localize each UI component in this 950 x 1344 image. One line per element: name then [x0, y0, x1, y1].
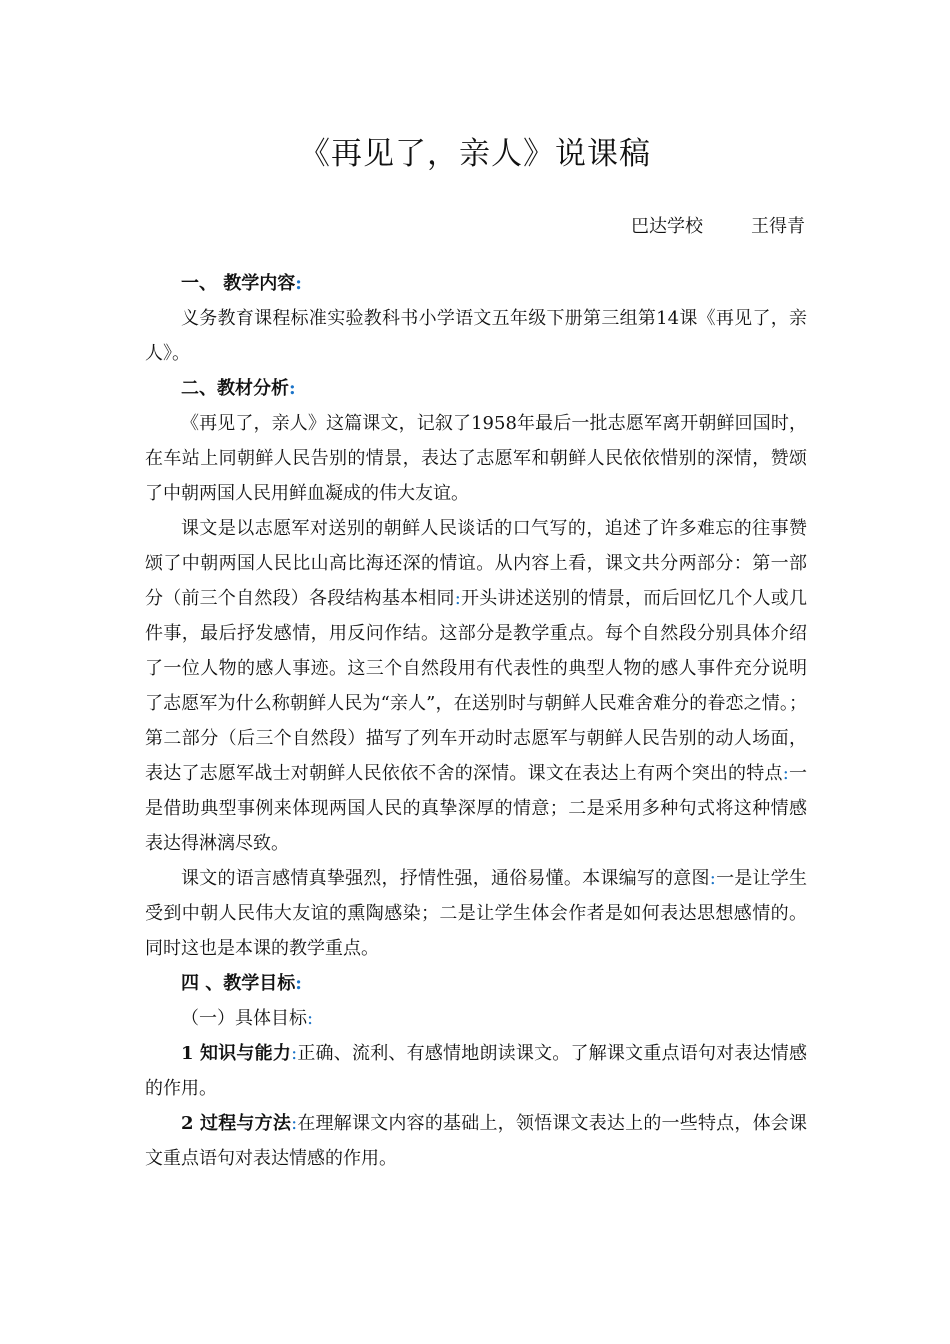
goal-knowledge-label: 1 知识与能力 — [181, 1043, 292, 1064]
author-name: 王得青 — [751, 216, 805, 237]
heading-colon: : — [295, 273, 302, 294]
section-heading-4 — [145, 966, 807, 1001]
subsection-heading-text: （一）具体目标 — [181, 1008, 307, 1029]
inline-colon: : — [709, 868, 716, 889]
paragraph-analysis-3 — [145, 861, 807, 966]
document-body — [145, 266, 807, 1176]
paragraph-teaching-content: 义务教育课程标准实验教科书小学语文五年级下册第三组第14课《再见了，亲人》。 — [145, 308, 807, 364]
section-heading-2-text: 二、教材分析 — [181, 378, 289, 399]
goal-knowledge — [145, 1036, 807, 1106]
section-heading-2 — [145, 371, 807, 406]
inline-colon: : — [454, 588, 461, 609]
section-heading-4-text: 四 、教学目标 — [181, 973, 296, 994]
paragraph-analysis-2-part-b: 开头讲述送别的情景，而后回忆几个人或几件事，最后抒发感情，用反问作结。这部分是教学重点。每个自然段分别具体介绍了一位人物的感人事迹。这三个自然段用有代表性的典型人物的感人事件充分说明了志愿军为什么称朝鲜人民为“亲人”，在送别时与朝鲜人民难舍难分的眷恋之情。；第二部分（后三个自然段）描写了列车开动时志愿军与朝鲜人民告别的动人场面，表达了志愿军战士对朝鲜人民依依不舍的深情。课文在表达上有两个突出的特点 — [145, 588, 808, 784]
inline-colon: : — [291, 1113, 298, 1134]
author-line — [631, 212, 805, 238]
heading-colon: : — [307, 1008, 314, 1029]
heading-colon: : — [295, 973, 302, 994]
goal-knowledge-text: 正确、流利、有感情地朗读课文。了解课文重点语句对表达情感的作用。 — [145, 1043, 808, 1099]
inline-colon: : — [782, 763, 789, 784]
paragraph-analysis-3-part-b: 一是让学生受到中朝人民伟大友谊的熏陶感染；二是让学生体会作者是如何表达思想感情的。同时这也是本课的教学重点。 — [145, 868, 808, 959]
heading-colon: : — [289, 378, 296, 399]
paragraph-analysis-2 — [145, 511, 807, 861]
paragraph-analysis-2-part-a: 课文是以志愿军对送别的朝鲜人民谈话的口气写的，追述了许多难忘的往事赞颂了中朝两国人民比山高比海还深的情谊。从内容上看，课文共分两部分：第一部分（前三个自然段）各段结构基本相同 — [145, 518, 807, 609]
paragraph-analysis-3-part-a: 课文的语言感情真挚强烈，抒情性强，通俗易懂。本课编写的意图 — [181, 868, 710, 889]
paragraph-analysis-2-part-c: 一是借助典型事例来体现两国人民的真挚深厚的情意；二是采用多种句式将这种情感表达得淋漓尽致。 — [145, 763, 808, 854]
section-heading-1-text: 一、 教学内容 — [181, 273, 296, 294]
goal-process — [145, 1106, 807, 1176]
document-title: 《再见了，亲人》说课稿 — [299, 136, 651, 172]
goal-process-label: 2 过程与方法 — [181, 1113, 292, 1134]
author-school: 巴达学校 — [631, 216, 703, 237]
goal-process-text: 在理解课文内容的基础上，领悟课文表达上的一些特点，体会课文重点语句对表达情感的作用。 — [145, 1113, 808, 1169]
section-heading-1 — [145, 266, 807, 301]
inline-colon: : — [291, 1043, 298, 1064]
paragraph-analysis-1: 《再见了，亲人》这篇课文，记叙了1958年最后一批志愿军离开朝鲜回国时，在车站上同朝鲜人民告别的情景，表达了志愿军和朝鲜人民依依惜别的深情，赞颂了中朝两国人民用鲜血凝成的伟大友谊。 — [145, 413, 807, 504]
subsection-heading — [145, 1001, 807, 1036]
